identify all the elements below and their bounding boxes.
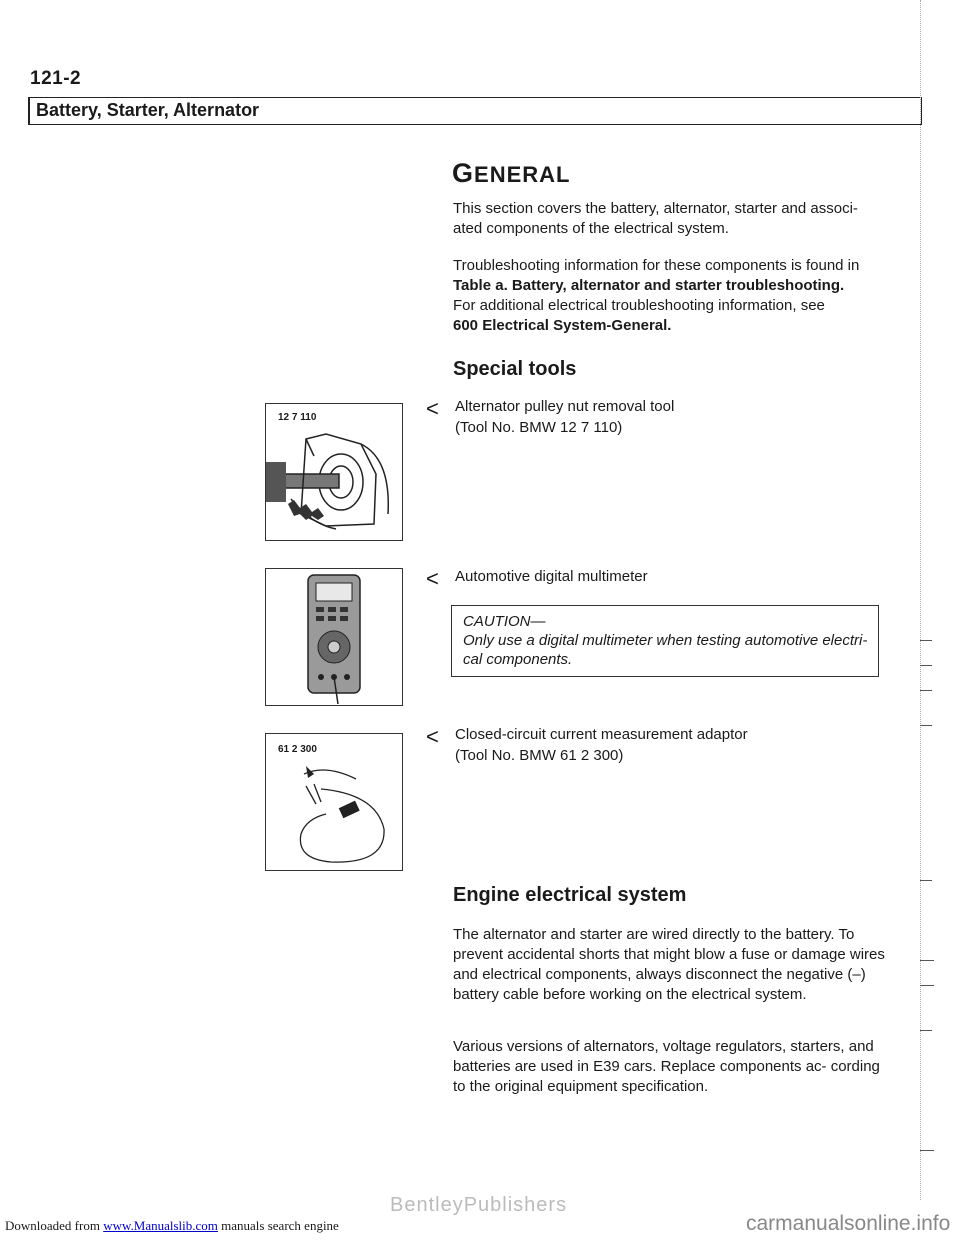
margin-mark [920, 960, 934, 961]
adaptor-name: Closed-circuit current measurement adaptor [455, 726, 748, 743]
margin-rule [920, 0, 922, 1200]
publisher-watermark: BentleyPublishers [390, 1194, 568, 1216]
manualslib-link[interactable]: www.Manualslib.com [103, 1218, 218, 1233]
multimeter-illustration [266, 569, 401, 704]
pulley-tool-figure [265, 403, 403, 541]
download-footer-suffix: manuals search engine [221, 1218, 339, 1233]
pointer-arrow-icon: < [426, 396, 439, 421]
pulley-tool-name: Alternator pulley nut removal tool [455, 398, 675, 415]
pointer-arrow-icon: < [426, 724, 439, 749]
pulley-tool-number: (Tool No. BMW 12 7 110) [455, 419, 623, 436]
troubleshooting-paragraph [453, 256, 885, 336]
adaptor-number: (Tool No. BMW 61 2 300) [455, 747, 624, 764]
additional-ref: 600 Electrical System-General. [453, 317, 672, 334]
engine-electrical-heading: Engine electrical system [453, 884, 687, 906]
margin-mark [920, 1030, 932, 1031]
margin-mark [920, 690, 932, 691]
caution-text: Only use a digital multimeter when testing automotive electri- cal components. [463, 632, 868, 668]
pulley-tool-figure-label: 12 7 110 [278, 412, 317, 423]
special-tools-heading: Special tools [453, 358, 577, 380]
margin-mark [920, 985, 934, 986]
troubleshooting-lead: Troubleshooting information for these components is found in [453, 257, 860, 274]
caution-box [451, 605, 879, 677]
multimeter-figure [265, 568, 403, 706]
pointer-arrow-icon: < [426, 566, 439, 591]
margin-mark [920, 665, 932, 666]
site-watermark: carmanualsonline.info [746, 1212, 951, 1235]
page-number: 121-2 [30, 68, 82, 89]
margin-mark [920, 640, 932, 641]
adaptor-figure [265, 733, 403, 871]
engine-electrical-paragraph-1: The alternator and starter are wired directly to the battery. To prevent accidental shorts that might blow a fuse or damage wires and electrical components, always disconnect the negative (–) battery cable before working on the electrical system. [453, 926, 885, 1003]
pulley-tool-illustration [266, 404, 401, 539]
engine-electrical-paragraph-2: Various versions of alternators, voltage regulators, starters, and batteries are used in E39 cars. Replace components ac- cording to the original equipment specification. [453, 1038, 880, 1095]
general-heading-rest: ENERAL [474, 162, 571, 187]
margin-mark [920, 725, 932, 726]
troubleshooting-table-ref: Table a. Battery, alternator and starter troubleshooting. [453, 277, 845, 294]
general-heading-initial: G [452, 158, 475, 188]
margin-mark [920, 880, 932, 881]
download-footer-lead: Downloaded from [5, 1218, 100, 1233]
additional-lead: For additional electrical troubleshooting information, see [453, 297, 825, 314]
margin-mark [920, 1150, 934, 1151]
download-footer [5, 1218, 339, 1234]
multimeter-name: Automotive digital multimeter [455, 568, 648, 585]
intro-paragraph: This section covers the battery, alternator, starter and associ- ated components of the electrical system. [453, 200, 858, 237]
general-heading [452, 158, 570, 189]
adaptor-figure-label: 61 2 300 [278, 744, 317, 755]
section-title: Battery, Starter, Alternator [36, 100, 260, 120]
caution-title: CAUTION— [463, 613, 546, 630]
